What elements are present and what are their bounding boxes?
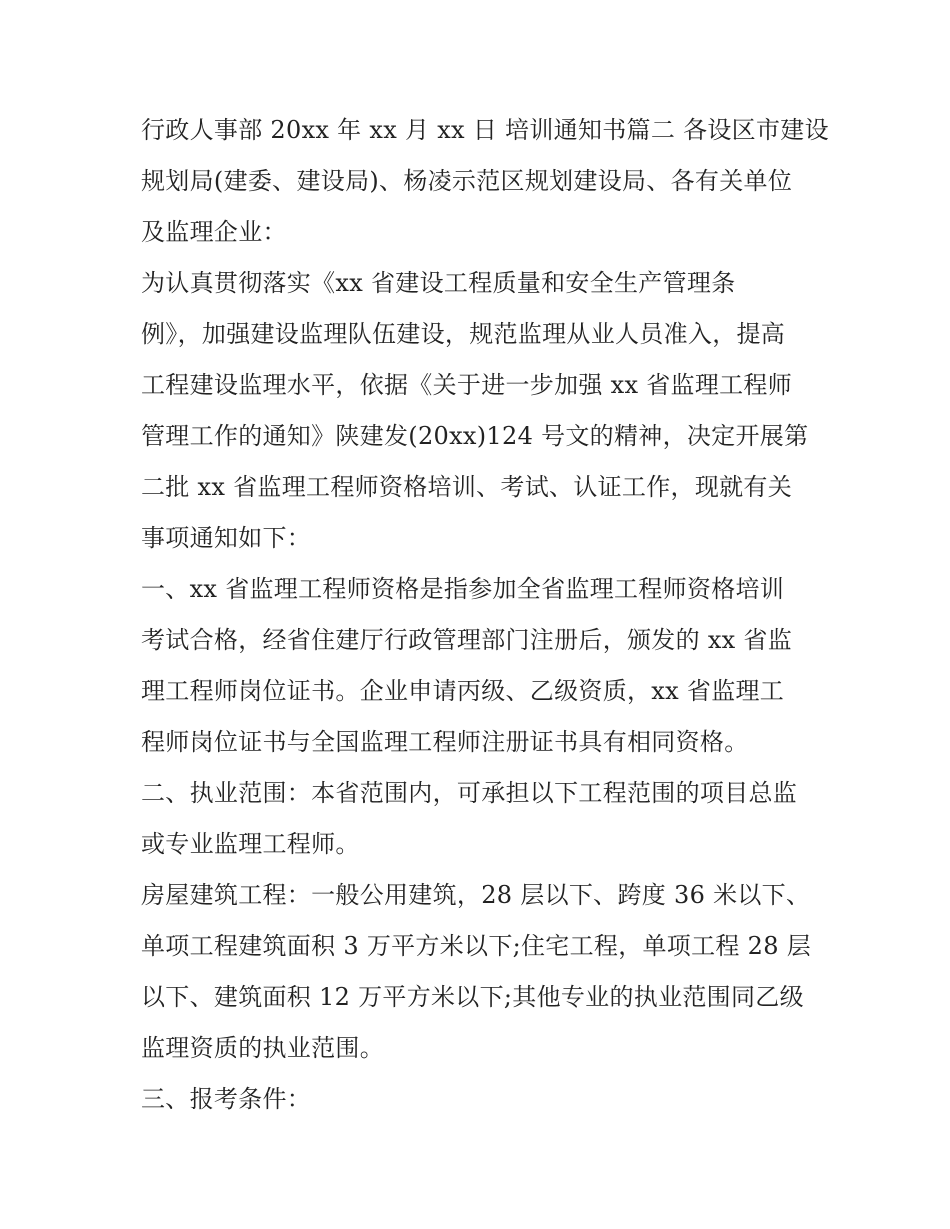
text-line-11: 考试合格，经省住建厅行政管理部门注册后，颁发的 xx 省监 — [141, 626, 793, 654]
text-line-17: 单项工程建筑面积 3 万平方米以下;住宅工程，单项工程 28 层 — [141, 932, 812, 960]
text-line-13: 程师岗位证书与全国监理工程师注册证书具有相同资格。 — [141, 728, 749, 756]
text-line-18: 以下、建筑面积 12 万平方米以下;其他专业的执业范围同乙级 — [141, 983, 804, 1011]
text-line-19: 监理资质的执业范围。 — [141, 1034, 384, 1062]
text-line-1: 行政人事部 20xx 年 xx 月 xx 日 培训通知书篇二 各设区市建设 — [141, 116, 829, 144]
text-line-14: 二、执业范围：本省范围内，可承担以下工程范围的项目总监 — [141, 779, 798, 807]
text-line-2: 规划局(建委、建设局)、杨凌示范区规划建设局、各有关单位 — [141, 167, 793, 195]
text-line-5: 例》，加强建设监理队伍建设，规范监理从业人员准入，提高 — [141, 320, 786, 348]
text-line-8: 二批 xx 省监理工程师资格培训、考试、认证工作，现就有关 — [141, 473, 793, 501]
text-line-9: 事项通知如下： — [141, 524, 312, 552]
text-line-16: 房屋建筑工程：一般公用建筑，28 层以下、跨度 36 米以下、 — [141, 881, 811, 909]
text-line-7: 管理工作的通知》陕建发(20xx)124 号文的精神，决定开展第 — [141, 422, 809, 450]
text-line-12: 理工程师岗位证书。企业申请丙级、乙级资质，xx 省监理工 — [141, 677, 785, 705]
text-line-6: 工程建设监理水平，依据《关于进一步加强 xx 省监理工程师 — [141, 371, 793, 399]
text-line-20: 三、报考条件： — [141, 1085, 312, 1113]
text-line-15: 或专业监理工程师。 — [141, 830, 360, 858]
text-line-3: 及监理企业： — [141, 218, 287, 246]
text-line-4: 为认真贯彻落实《xx 省建设工程质量和安全生产管理条 — [141, 269, 736, 297]
text-line-10: 一、xx 省监理工程师资格是指参加全省监理工程师资格培训 — [141, 575, 785, 603]
